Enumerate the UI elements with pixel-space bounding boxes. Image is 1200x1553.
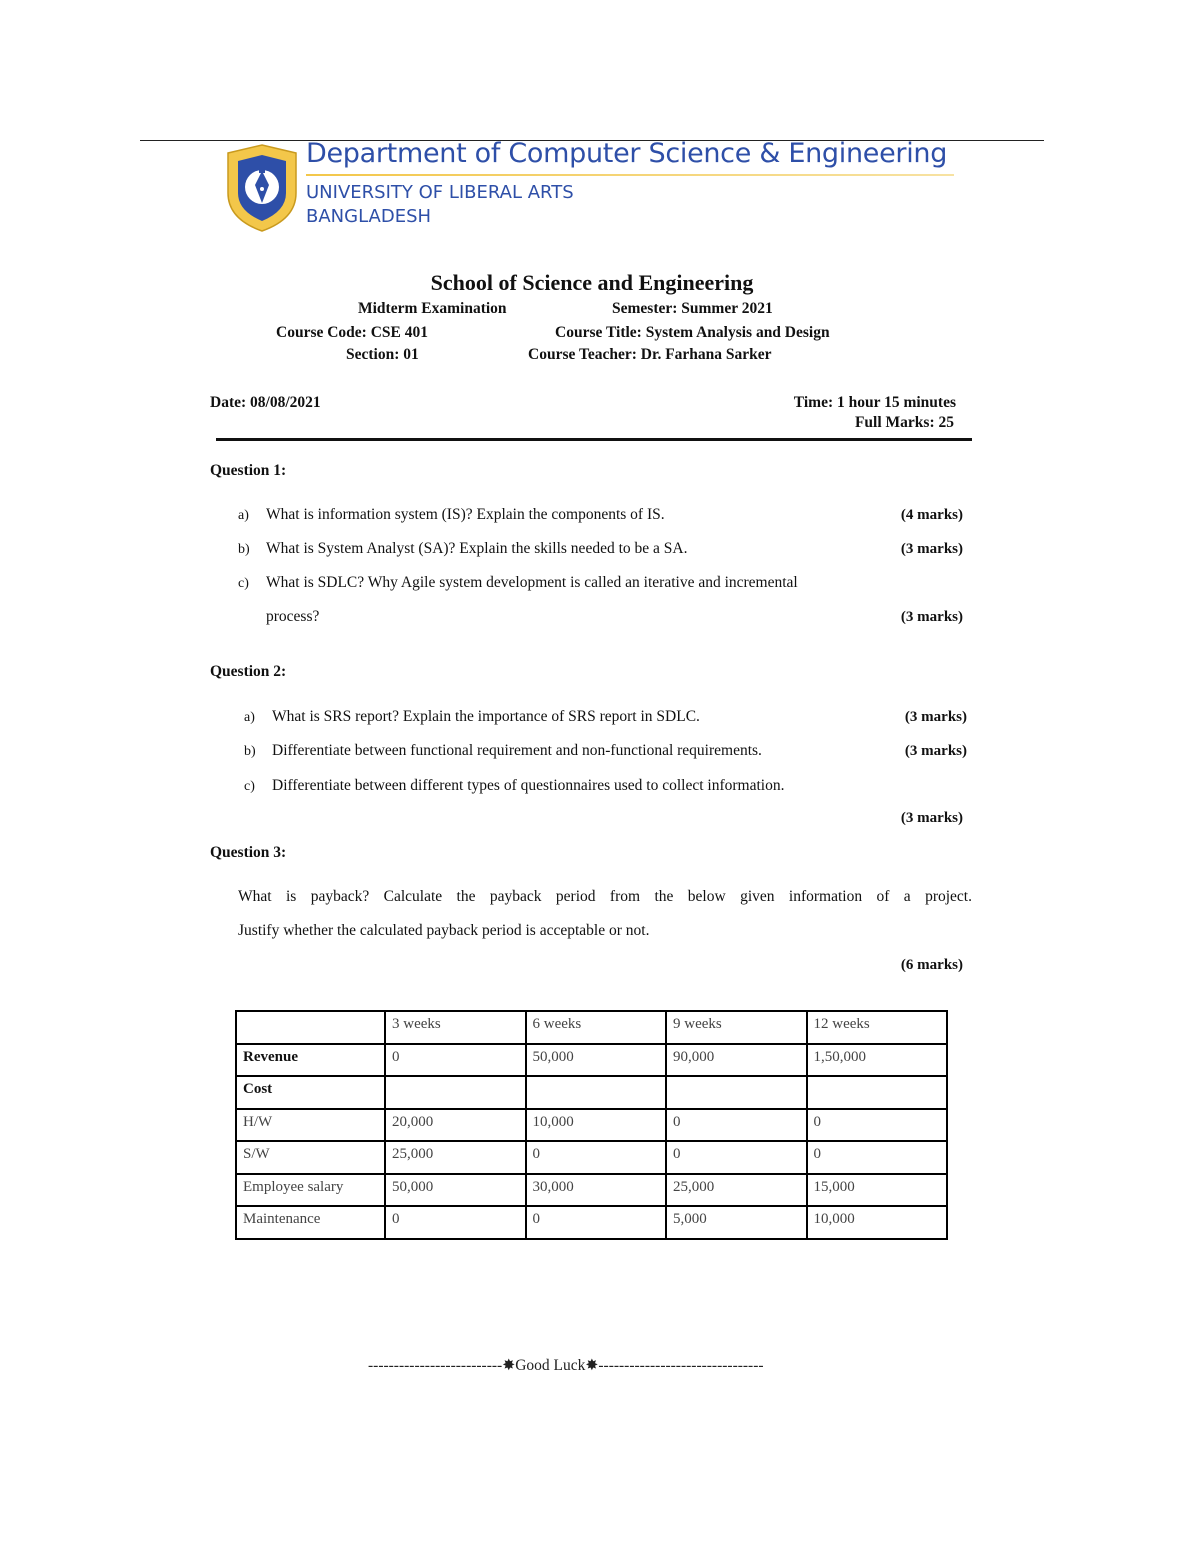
- table-cell: 20,000: [385, 1109, 526, 1142]
- table-cell: 0: [385, 1044, 526, 1077]
- section: Section: 01: [346, 346, 419, 363]
- table-cell: [526, 1076, 667, 1109]
- table-cell: 0: [666, 1109, 807, 1142]
- table-cell: 25,000: [666, 1174, 807, 1207]
- question-1-heading: Question 1:: [210, 462, 287, 479]
- question-2-heading: Question 2:: [210, 663, 287, 680]
- semester: Semester: Summer 2021: [612, 300, 773, 317]
- footer-dashes-right: --------------------------------: [598, 1357, 764, 1374]
- q2-a-text: What is SRS report? Explain the importance of SRS report in SDLC.: [272, 708, 700, 725]
- department-title: Department of Computer Science & Engineering: [306, 138, 948, 169]
- table-row: [236, 1044, 947, 1077]
- course-code: Course Code: CSE 401: [276, 324, 428, 341]
- q1-b-letter: b): [238, 542, 250, 557]
- table-header-cell: [236, 1011, 385, 1044]
- row-label: S/W: [236, 1141, 385, 1174]
- table-row: [236, 1174, 947, 1207]
- q2-b-text: Differentiate between functional requirement and non-functional requirements.: [272, 742, 762, 759]
- question-3-heading: Question 3:: [210, 844, 287, 861]
- exam-type: Midterm Examination: [358, 300, 507, 317]
- table-cell: 10,000: [526, 1109, 667, 1142]
- table-header-row: [236, 1011, 947, 1044]
- row-label: Employee salary: [236, 1174, 385, 1207]
- table-header-cell: 12 weeks: [807, 1011, 948, 1044]
- q3-marks: (6 marks): [900, 957, 963, 973]
- q2-a-letter: a): [244, 710, 255, 725]
- footer-dashes-left: --------------------------: [368, 1357, 503, 1374]
- table-cell: 50,000: [526, 1044, 667, 1077]
- university-name: UNIVERSITY OF LIBERAL ARTS: [306, 182, 574, 203]
- table-row: [236, 1141, 947, 1174]
- course-teacher: Course Teacher: Dr. Farhana Sarker: [528, 346, 772, 363]
- table-cell: 90,000: [666, 1044, 807, 1077]
- header-divider: [216, 438, 972, 441]
- q2-b-marks: (3 marks): [904, 743, 967, 759]
- table-cell: 15,000: [807, 1174, 948, 1207]
- table-row: [236, 1076, 947, 1109]
- q3-text-line1: What is payback? Calculate the payback period from the below given information of a project.: [238, 888, 972, 905]
- university-logo: [226, 143, 298, 233]
- table-cell: 0: [526, 1141, 667, 1174]
- good-luck-footer: [368, 1356, 764, 1375]
- q1-b-text: What is System Analyst (SA)? Explain the skills needed to be a SA.: [266, 540, 688, 557]
- q1-c-marks: (3 marks): [900, 609, 963, 625]
- table-cell: 0: [807, 1109, 948, 1142]
- row-label: Revenue: [236, 1044, 385, 1077]
- table-cell: 25,000: [385, 1141, 526, 1174]
- table-header-cell: 6 weeks: [526, 1011, 667, 1044]
- row-label: H/W: [236, 1109, 385, 1142]
- table-cell: 10,000: [807, 1206, 948, 1239]
- row-label: Maintenance: [236, 1206, 385, 1239]
- q1-a-letter: a): [238, 508, 249, 523]
- payback-table: [235, 1010, 948, 1240]
- table-header-cell: 3 weeks: [385, 1011, 526, 1044]
- q1-a-marks: (4 marks): [900, 507, 963, 523]
- table-cell: 50,000: [385, 1174, 526, 1207]
- q1-a-text: What is information system (IS)? Explain the components of IS.: [266, 506, 665, 523]
- row-label: Cost: [236, 1076, 385, 1109]
- university-country: BANGLADESH: [306, 206, 432, 227]
- star-icon: ✸: [502, 1357, 516, 1374]
- table-cell: 5,000: [666, 1206, 807, 1239]
- table-row: [236, 1206, 947, 1239]
- exam-date: Date: 08/08/2021: [210, 394, 321, 411]
- full-marks: Full Marks: 25: [854, 414, 954, 431]
- table-cell: 0: [526, 1206, 667, 1239]
- table-cell: 1,50,000: [807, 1044, 948, 1077]
- table-cell: 30,000: [526, 1174, 667, 1207]
- q2-b-letter: b): [244, 744, 256, 759]
- q2-c-text: Differentiate between different types of questionnaires used to collect information.: [272, 777, 785, 794]
- table-cell: [666, 1076, 807, 1109]
- q1-c-letter: c): [238, 576, 249, 591]
- table-cell: 0: [385, 1206, 526, 1239]
- q2-c-marks: (3 marks): [900, 810, 963, 826]
- table-cell: 0: [807, 1141, 948, 1174]
- star-icon: ✸: [585, 1357, 599, 1374]
- course-title: Course Title: System Analysis and Design: [555, 324, 830, 341]
- q1-c-text-line1: What is SDLC? Why Agile system development is called an iterative and incremental: [266, 574, 798, 591]
- table-cell: 0: [666, 1141, 807, 1174]
- q3-text-line2: Justify whether the calculated payback period is acceptable or not.: [238, 922, 650, 939]
- school-title: School of Science and Engineering: [430, 270, 754, 295]
- q2-a-marks: (3 marks): [904, 709, 967, 725]
- q1-b-marks: (3 marks): [900, 541, 963, 557]
- table-cell: [385, 1076, 526, 1109]
- q1-c-text-line2: process?: [266, 608, 320, 625]
- table-header-cell: 9 weeks: [666, 1011, 807, 1044]
- exam-time: Time: 1 hour 15 minutes: [793, 394, 956, 411]
- table-row: [236, 1109, 947, 1142]
- department-underline: [306, 174, 954, 176]
- table-cell: [807, 1076, 948, 1109]
- good-luck-text: Good Luck: [515, 1357, 586, 1374]
- q2-c-letter: c): [244, 779, 255, 794]
